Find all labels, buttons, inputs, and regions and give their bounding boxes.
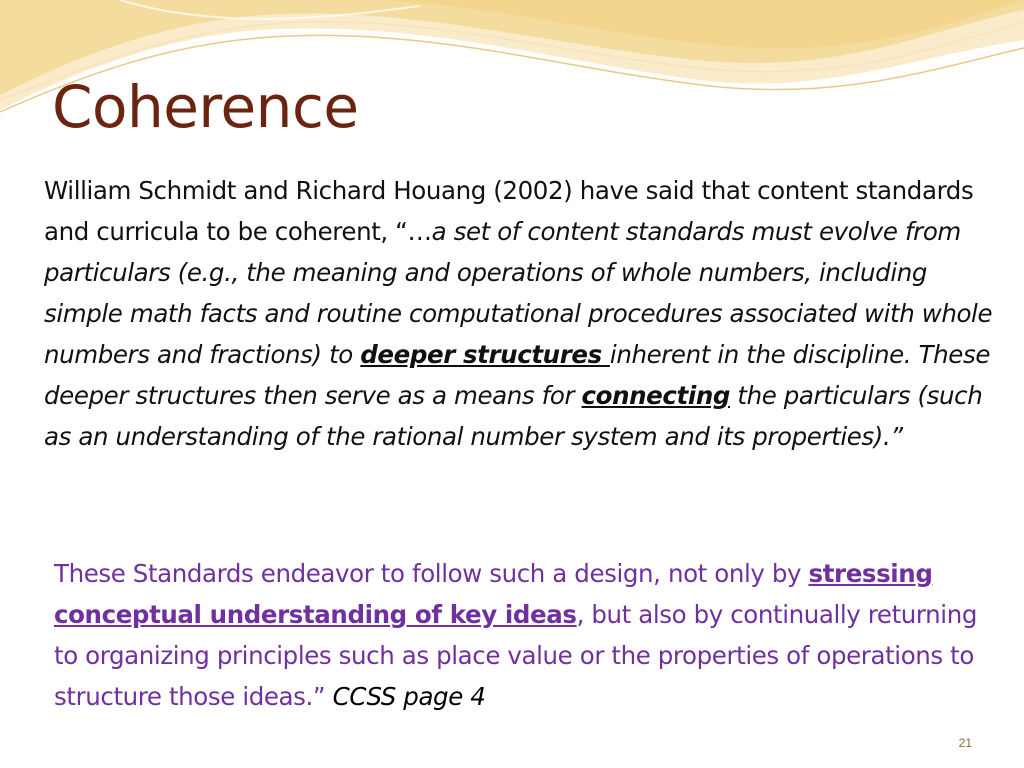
quote-emphasis-deeper-structures: deeper structures (360, 340, 610, 369)
ccss-text-part2: , but also by continually returning to organizing principles such as place value or the properties of operations to structure those ideas.” (54, 600, 977, 711)
schmidt-houang-quote (44, 170, 994, 457)
ccss-text-part1: These Standards endeavor to follow such a design, not only by (54, 559, 809, 588)
ccss-citation: CCSS page 4 (332, 682, 486, 711)
slide-title: Coherence (52, 73, 359, 141)
ccss-statement (54, 553, 994, 717)
ccss-emphasis: stressing conceptual understanding of key ideas (54, 559, 933, 629)
slide-page-number: 21 (958, 736, 972, 750)
quote-text-part1: a set of content standards must evolve from particulars (e.g., the meaning and operations of whole numbers, including simple math facts and routine computational procedures associated with whole numbers and fractions) to (44, 217, 993, 369)
quote-intro: William Schmidt and Richard Houang (2002) have said that content standards and curricula to be coherent, “… (44, 176, 974, 246)
quote-text-part2: inherent in the discipline. These deeper structures then serve as a means for (44, 340, 990, 410)
quote-text-part3: the particulars (such as an understanding of the rational number system and its properties).” (44, 381, 983, 451)
quote-emphasis-connecting: connecting (581, 381, 730, 410)
